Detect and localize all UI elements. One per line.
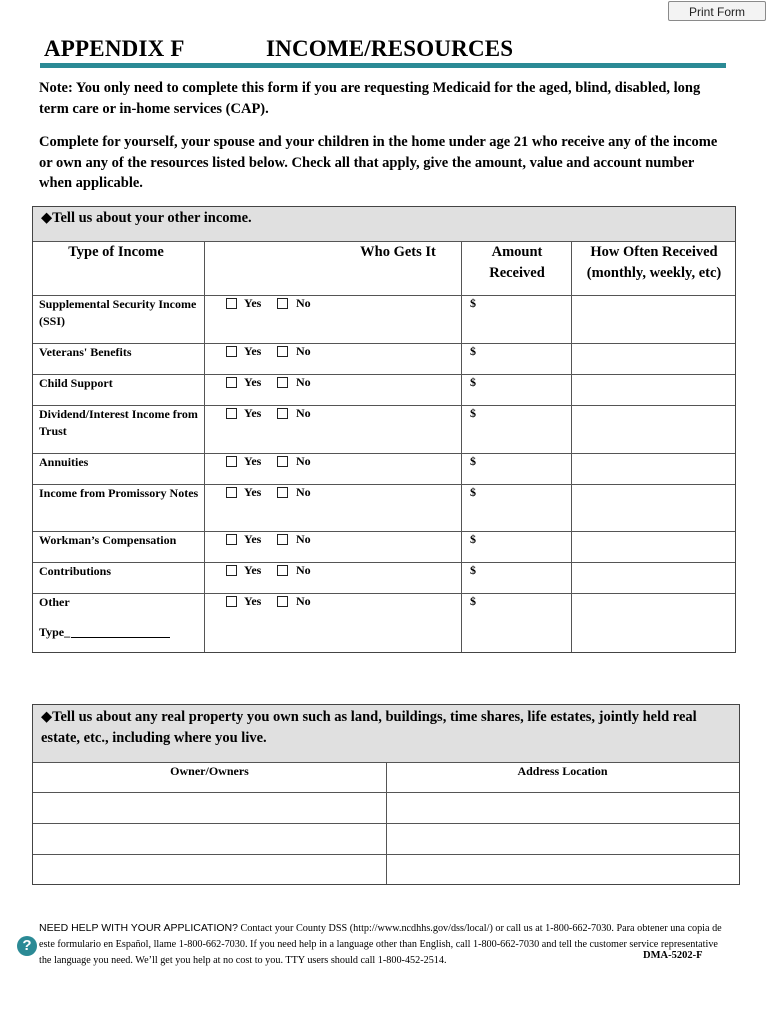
column-header-address: Address Location	[517, 764, 608, 778]
column-header-amount: Amount Received	[489, 244, 545, 281]
yes-checkbox[interactable]	[226, 487, 237, 498]
amount-field[interactable]: $	[470, 406, 476, 420]
income-section-heading: ◆Tell us about your other income.	[33, 207, 735, 241]
appendix-label: APPENDIX F	[44, 36, 185, 61]
no-checkbox[interactable]	[277, 408, 288, 419]
amount-field[interactable]: $	[470, 485, 476, 499]
income-type-label: Veterans' Benefits	[39, 345, 132, 359]
table-rule	[33, 854, 739, 855]
yes-label: Yes	[244, 296, 262, 310]
table-rule	[204, 241, 205, 652]
yes-label: Yes	[244, 344, 262, 358]
help-text	[39, 920, 729, 969]
yes-label: Yes	[244, 563, 262, 577]
amount-field[interactable]: $	[470, 454, 476, 468]
other-type-field[interactable]	[71, 637, 170, 638]
amount-field[interactable]: $	[470, 375, 476, 389]
no-checkbox[interactable]	[277, 298, 288, 309]
no-label: No	[296, 296, 311, 310]
yes-checkbox[interactable]	[226, 456, 237, 467]
no-label: No	[296, 563, 311, 577]
amount-field[interactable]: $	[470, 563, 476, 577]
no-label: No	[296, 594, 311, 608]
yes-checkbox[interactable]	[226, 534, 237, 545]
no-checkbox[interactable]	[277, 534, 288, 545]
yes-label: Yes	[244, 375, 262, 389]
print-form-button[interactable]: Print Form	[668, 1, 766, 21]
instructions-paragraph: Complete for yourself, your spouse and your children in the home under age 21 who receive any of the income or own any of the resources listed below. Check all that apply, give the amount, value and account number when applicable.	[39, 134, 718, 191]
no-label: No	[296, 532, 311, 546]
income-type-label: Child Support	[39, 376, 113, 390]
help-icon[interactable]: ?	[17, 936, 37, 956]
note-paragraph: Note: You only need to complete this form if you are requesting Medicaid for the aged, blind, disabled, long term care or in-home services (CAP).	[39, 80, 701, 117]
table-rule	[33, 792, 739, 793]
no-checkbox[interactable]	[277, 377, 288, 388]
income-type-label: Other	[39, 595, 70, 609]
header-rule	[40, 63, 726, 68]
help-body: Contact your County DSS (http://www.ncdhhs.gov/dss/local/) or call us at 1-800-662-7030. Para obtener una copia de este formulario en Español, llame 1-800-662-7030. If you need help in a language other than English, call 1-800-662-7030 and tell the customer service representative the language you need. We’ll get you help at no cost to you. TTY users should call 1-800-452-2514.	[39, 923, 722, 966]
income-type-label: Income from Promissory Notes	[39, 486, 199, 500]
yes-label: Yes	[244, 406, 262, 420]
no-label: No	[296, 485, 311, 499]
amount-field[interactable]: $	[470, 344, 476, 358]
property-table	[32, 704, 740, 885]
column-header-how-often: How Often Received (monthly, weekly, etc)	[586, 244, 722, 281]
yes-label: Yes	[244, 454, 262, 468]
property-section-heading: ◆Tell us about any real property you own such as land, buildings, time shares, life estates, jointly held real estate, etc., including where you live.	[33, 705, 739, 762]
income-type-label: Workman’s Compensation	[39, 533, 177, 547]
form-header	[44, 36, 514, 62]
table-rule	[571, 241, 572, 652]
yes-label: Yes	[244, 485, 262, 499]
amount-field[interactable]: $	[470, 296, 476, 310]
income-type-label: Contributions	[39, 564, 112, 578]
form-title: INCOME/RESOURCES	[266, 36, 514, 61]
no-label: No	[296, 344, 311, 358]
help-lead: NEED HELP WITH YOUR APPLICATION?	[39, 922, 238, 934]
table-rule	[461, 241, 462, 652]
no-checkbox[interactable]	[277, 456, 288, 467]
form-number: DMA-5202-F	[643, 950, 703, 961]
no-checkbox[interactable]	[277, 346, 288, 357]
yes-checkbox[interactable]	[226, 565, 237, 576]
income-type-label: Dividend/Interest Income from Trust	[39, 407, 198, 438]
yes-label: Yes	[244, 532, 262, 546]
income-type-label: Supplemental Security Income (SSI)	[39, 297, 197, 328]
no-checkbox[interactable]	[277, 596, 288, 607]
income-type-label: Annuities	[39, 455, 89, 469]
no-checkbox[interactable]	[277, 487, 288, 498]
column-header-type: Type of Income	[68, 244, 164, 260]
amount-field[interactable]: $	[470, 532, 476, 546]
column-header-owner: Owner/Owners	[170, 764, 249, 778]
yes-checkbox[interactable]	[226, 408, 237, 419]
other-type-label: Type_	[39, 625, 71, 639]
no-label: No	[296, 375, 311, 389]
no-label: No	[296, 406, 311, 420]
yes-checkbox[interactable]	[226, 346, 237, 357]
yes-checkbox[interactable]	[226, 298, 237, 309]
no-label: No	[296, 454, 311, 468]
table-rule	[33, 823, 739, 824]
yes-label: Yes	[244, 594, 262, 608]
yes-checkbox[interactable]	[226, 377, 237, 388]
no-checkbox[interactable]	[277, 565, 288, 576]
yes-checkbox[interactable]	[226, 596, 237, 607]
column-header-who: Who Gets It	[360, 244, 436, 260]
income-table	[32, 206, 736, 653]
amount-field[interactable]: $	[470, 594, 476, 608]
